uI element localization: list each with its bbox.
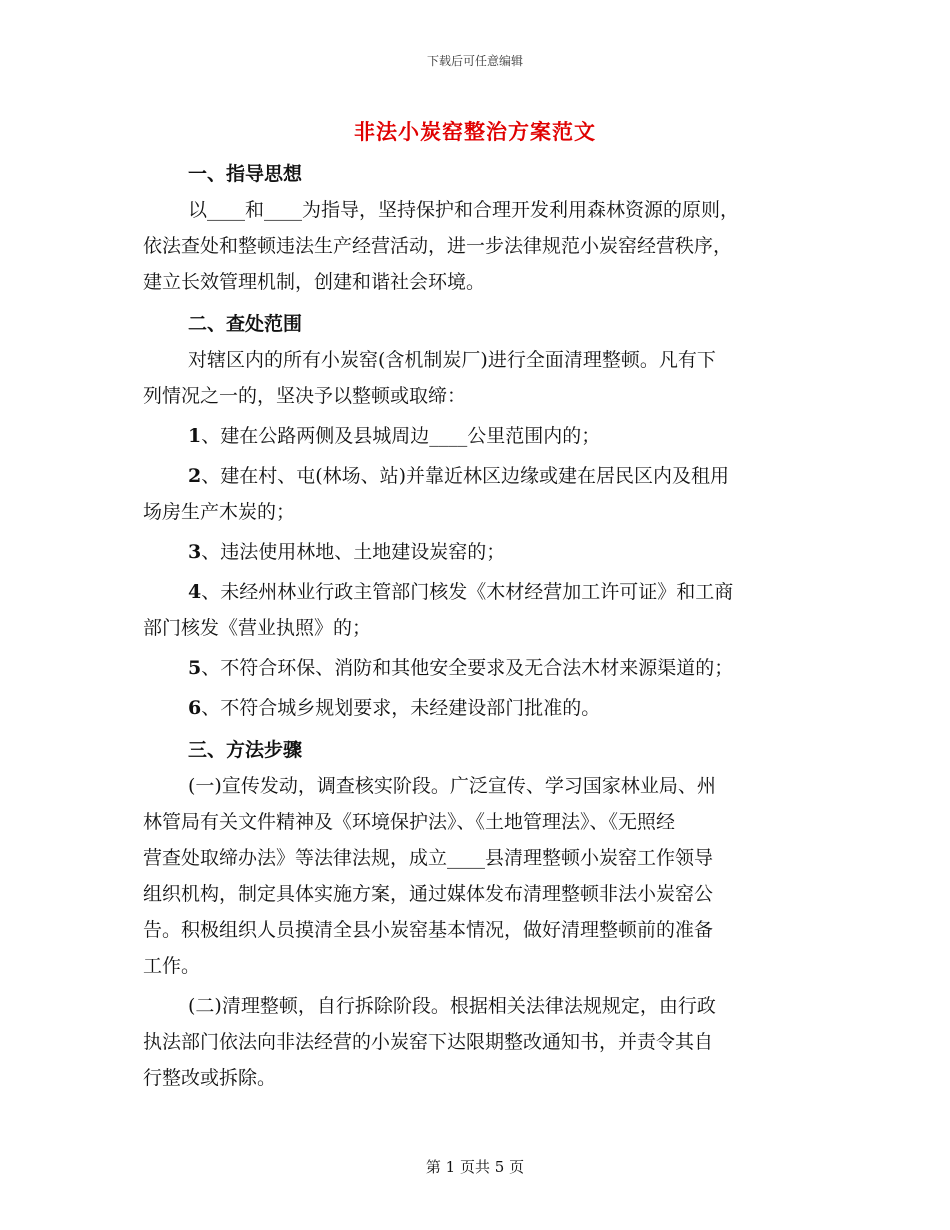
list-item-number: 6 (188, 697, 202, 719)
list-item-number: 1 (188, 425, 202, 447)
section-heading: 三、方法步骤 (188, 739, 303, 761)
list-item-number: 4 (188, 581, 202, 603)
paragraph-line: 以____和____为指导，坚持保护和合理开发利用森林资源的原则， (188, 199, 740, 221)
paragraph-line: 执法部门依法向非法经营的小炭窑下达限期整改通知书，并责令其自 (143, 1031, 714, 1053)
section-heading: 一、指导思想 (188, 163, 303, 185)
paragraph-line: 告。积极组织人员摸清全县小炭窑基本情况，做好清理整顿前的准备 (143, 919, 714, 941)
list-item-continuation: 场房生产木炭的； (143, 501, 296, 523)
paragraph-line: 工作。 (143, 955, 201, 977)
header-note: 下载后可任意编辑 (426, 54, 523, 68)
list-item (143, 418, 805, 454)
paragraph-line: 建立长效管理机制，创建和谐社会环境。 (143, 271, 486, 293)
list-item-text: 、违法使用林地、土地建设炭窑的； (201, 541, 506, 563)
list-item-text: 、不符合环保、消防和其他安全要求及无合法木材来源渠道的； (201, 657, 734, 679)
paragraph-line: 对辖区内的所有小炭窑(含机制炭厂)进行全面清理整顿。凡有下 (188, 349, 716, 371)
list-item (143, 574, 805, 610)
list-item-number: 5 (188, 657, 202, 679)
list-item (143, 534, 805, 570)
list-item-text: 、建在公路两侧及县城周边____公里范围内的； (201, 425, 601, 447)
paragraph-line: (一)宣传发动，调查核实阶段。广泛宣传、学习国家林业局、州 (188, 775, 716, 797)
paragraph-line: 依法查处和整顿违法生产经营活动，进一步法律规范小炭窑经营秩序， (143, 235, 733, 257)
document-body (143, 154, 805, 1096)
paragraph-line: 林管局有关文件精神及《环境保护法》、《土地管理法》、《无照经 (143, 811, 676, 833)
list-item-continuation: 部门核发《营业执照》的； (143, 617, 372, 639)
paragraph-line: 营查处取缔办法》等法律法规，成立____县清理整顿小炭窑工作领导 (143, 847, 714, 869)
document-title: 非法小炭窑整治方案范文 (354, 119, 596, 144)
list-item-number: 3 (188, 541, 202, 563)
list-item-text: 、未经州林业行政主管部门核发《木材经营加工许可证》和工商 (201, 581, 734, 603)
section-heading: 二、查处范围 (188, 313, 303, 335)
page-footer: 第 1 页共 5 页 (425, 1158, 525, 1176)
paragraph-line: (二)清理整顿，自行拆除阶段。根据相关法律法规规定，由行政 (188, 995, 716, 1017)
list-item (143, 458, 805, 494)
list-item (143, 690, 805, 726)
paragraph-line: 组织机构，制定具体实施方案，通过媒体发布清理整顿非法小炭窑公 (143, 883, 714, 905)
list-item (143, 650, 805, 686)
list-item-number: 2 (188, 465, 202, 487)
paragraph-line: 列情况之一的，坚决予以整顿或取缔： (143, 385, 467, 407)
list-item-text: 、不符合城乡规划要求，未经建设部门批准的。 (201, 697, 601, 719)
paragraph-line: 行整改或拆除。 (143, 1067, 277, 1089)
list-item-text: 、建在村、屯(林场、站)并靠近林区边缘或建在居民区内及租用 (201, 465, 730, 487)
